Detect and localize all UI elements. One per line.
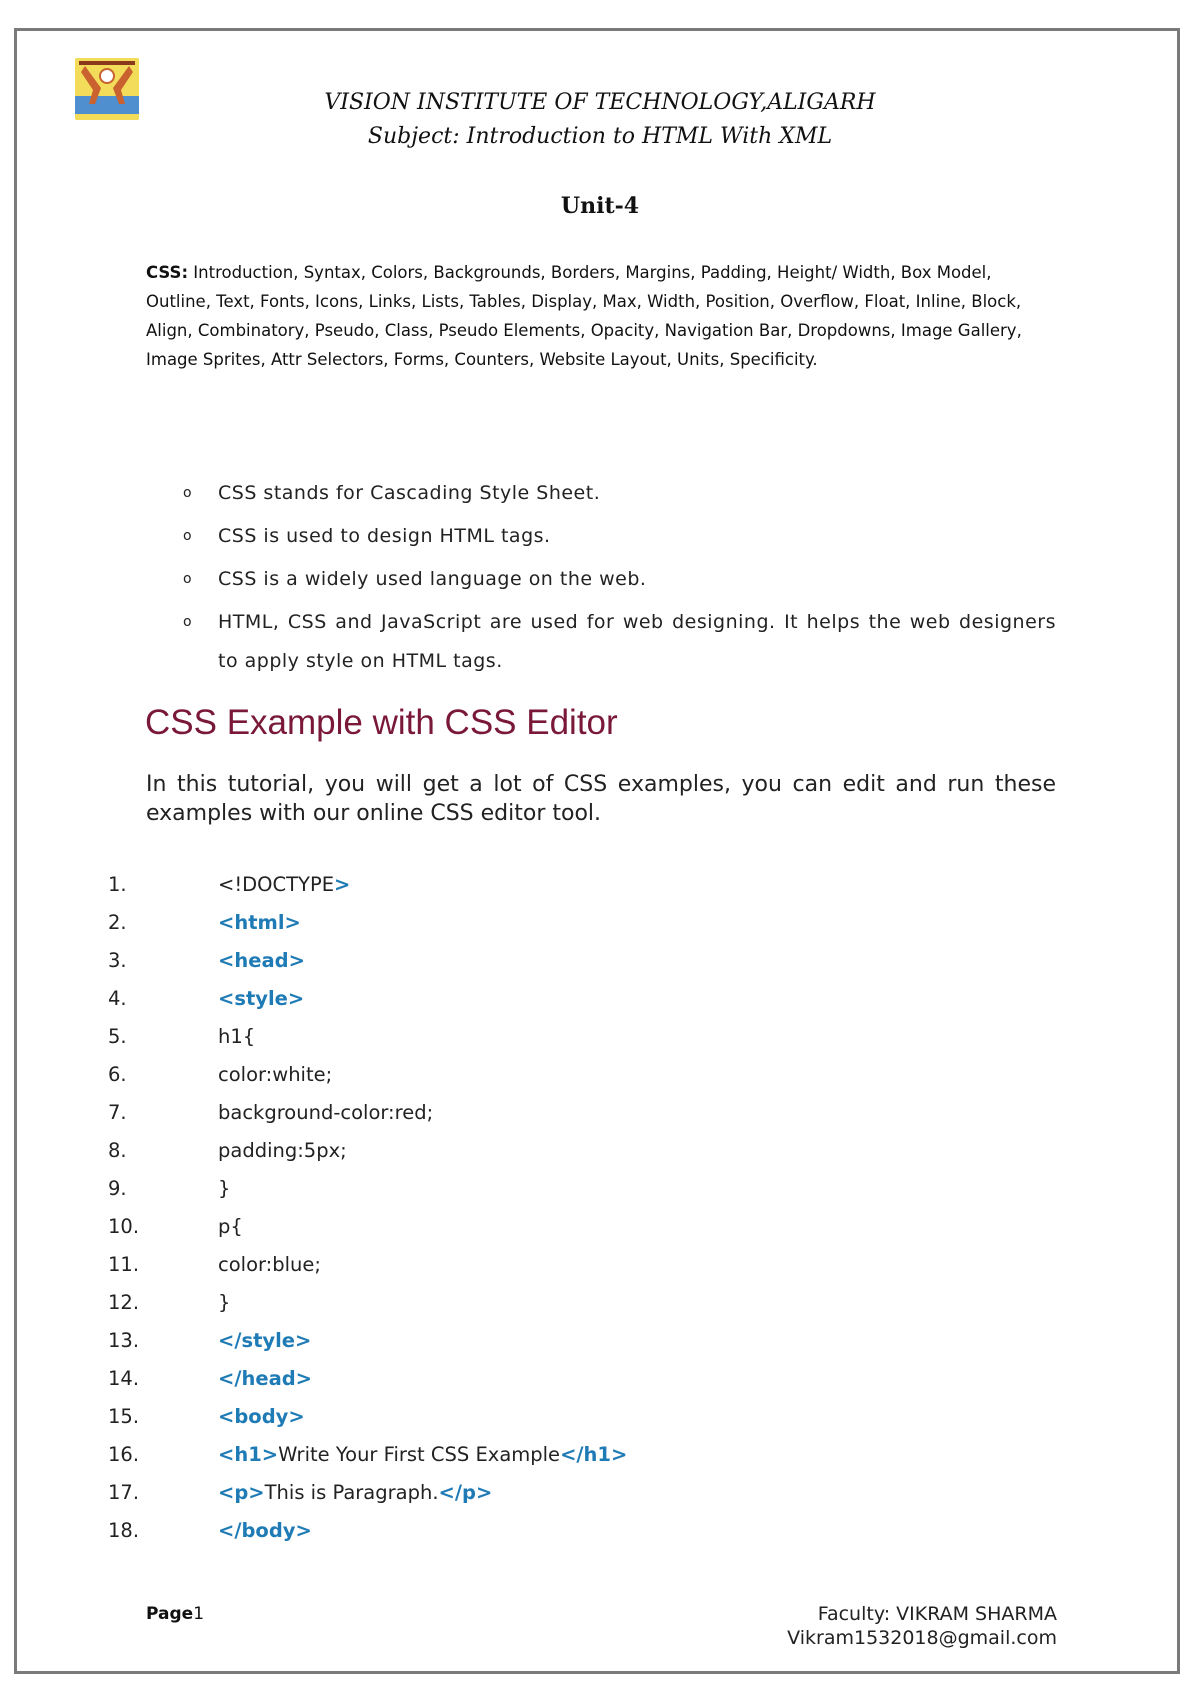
intro-paragraph: In this tutorial, you will get a lot of CSS examples, you can edit and run these examples with our online CSS editor tool. <box>146 772 1056 826</box>
code-text <box>218 1284 230 1322</box>
syllabus-paragraph <box>146 258 1051 374</box>
code-text <box>218 1474 492 1512</box>
code-token: h1{ <box>218 1025 256 1048</box>
code-line <box>108 980 1008 1018</box>
code-text <box>218 1322 311 1360</box>
code-text <box>218 1246 321 1284</box>
code-token: Write Your First CSS Example <box>278 1443 561 1466</box>
line-number: 7. <box>108 1101 127 1124</box>
code-text <box>218 942 305 980</box>
faculty-email: Vikram1532018@gmail.com <box>787 1627 1057 1649</box>
faculty-name: Faculty: VIKRAM SHARMA <box>817 1603 1057 1625</box>
code-text <box>218 1094 433 1132</box>
code-text <box>218 1360 312 1398</box>
html-tag-token: <body> <box>218 1405 305 1428</box>
code-line <box>108 1322 1008 1360</box>
line-number: 11. <box>108 1253 140 1276</box>
code-line <box>108 1170 1008 1208</box>
code-text <box>218 1512 312 1550</box>
line-number: 12. <box>108 1291 140 1314</box>
code-line <box>108 1436 1008 1474</box>
code-line <box>108 1474 1008 1512</box>
code-text <box>218 1056 332 1094</box>
code-token: } <box>218 1177 231 1200</box>
line-number: 10. <box>108 1215 140 1238</box>
line-number: 3. <box>108 949 127 972</box>
code-token: p{ <box>218 1215 243 1238</box>
code-text <box>218 1208 243 1246</box>
html-tag-token: <head> <box>218 949 305 972</box>
bullet-text: HTML, CSS and JavaScript are used for web designing. It helps the web designers to apply style on HTML tags. <box>218 611 1056 672</box>
line-number: 5. <box>108 1025 127 1048</box>
code-line <box>108 1132 1008 1170</box>
code-token: <!DOCTYPE <box>218 873 335 896</box>
code-text <box>218 1132 347 1170</box>
bullet-marker: o <box>183 614 193 630</box>
list-item <box>183 603 1056 681</box>
css-bullet-list <box>183 474 1056 685</box>
code-line <box>108 1208 1008 1246</box>
line-number: 1. <box>108 873 127 896</box>
code-text <box>218 866 350 904</box>
line-number: 15. <box>108 1405 140 1428</box>
line-number: 4. <box>108 987 127 1010</box>
code-text <box>218 1018 255 1056</box>
code-token: color:white; <box>218 1063 333 1086</box>
line-number: 2. <box>108 911 127 934</box>
html-tag-token: > <box>334 873 351 896</box>
list-item <box>183 474 1056 513</box>
code-line <box>108 1094 1008 1132</box>
code-token: background-color:red; <box>218 1101 434 1124</box>
line-number: 18. <box>108 1519 140 1542</box>
html-tag-token: </h1> <box>560 1443 628 1466</box>
line-number: 17. <box>108 1481 140 1504</box>
faculty-info <box>787 1602 1057 1650</box>
line-number: 16. <box>108 1443 140 1466</box>
page-number-value: 1 <box>193 1604 205 1624</box>
code-token: color:blue; <box>218 1253 321 1276</box>
line-number: 13. <box>108 1329 140 1352</box>
code-line <box>108 1056 1008 1094</box>
code-line <box>108 1246 1008 1284</box>
code-token: } <box>218 1291 231 1314</box>
page-label: Page <box>146 1604 194 1624</box>
institute-name: VISION INSTITUTE OF TECHNOLOGY,ALIGARH <box>324 90 876 115</box>
code-line <box>108 1398 1008 1436</box>
code-line <box>108 866 1008 904</box>
code-token: padding:5px; <box>218 1139 347 1162</box>
syllabus-lead: CSS: <box>146 263 189 282</box>
code-line <box>108 1360 1008 1398</box>
code-line <box>108 1018 1008 1056</box>
html-tag-token: <html> <box>218 911 301 934</box>
bullet-marker: o <box>183 528 193 544</box>
html-tag-token: <style> <box>218 987 305 1010</box>
code-text <box>218 1436 627 1474</box>
bullet-text: CSS stands for Cascading Style Sheet. <box>218 482 601 504</box>
html-tag-token: <h1> <box>218 1443 279 1466</box>
section-heading: CSS Example with CSS Editor <box>145 703 618 742</box>
subject-title: Subject: Introduction to HTML With XML <box>367 124 833 149</box>
line-number: 6. <box>108 1063 127 1086</box>
html-tag-token: </body> <box>218 1519 312 1542</box>
line-number: 9. <box>108 1177 127 1200</box>
code-text <box>218 980 304 1018</box>
line-number: 8. <box>108 1139 127 1162</box>
bullet-text: CSS is a widely used language on the web. <box>218 568 647 590</box>
code-token: This is Paragraph. <box>264 1481 439 1504</box>
html-tag-token: </p> <box>438 1481 493 1504</box>
unit-title: Unit-4 <box>560 193 640 219</box>
code-listing <box>108 866 1008 1550</box>
bullet-marker: o <box>183 485 193 501</box>
code-text <box>218 904 301 942</box>
bullet-marker: o <box>183 571 193 587</box>
page-number <box>146 1604 204 1624</box>
list-item <box>183 517 1056 556</box>
syllabus-text: Introduction, Syntax, Colors, Backgrounds, Borders, Margins, Padding, Height/ Width, Box Model, Outline, Text, Fonts, Icons, Links, Lists, Tables, Display, Max, Width, Position, Overflow, Float, Inline, Block, Align, Combinatory, Pseudo, Class, Pseudo Elements, Opacity, Navigation Bar, Dropdowns, Image Gallery, Image Sprites, Attr Selectors, Forms, Counters, Website Layout, Units, Specificity. <box>146 263 1022 369</box>
html-tag-token: </style> <box>218 1329 312 1352</box>
line-number: 14. <box>108 1367 140 1390</box>
list-item <box>183 560 1056 599</box>
bullet-text: CSS is used to design HTML tags. <box>218 525 551 547</box>
code-line <box>108 1284 1008 1322</box>
html-tag-token: <p> <box>218 1481 265 1504</box>
code-text <box>218 1170 230 1208</box>
code-line <box>108 942 1008 980</box>
code-text <box>218 1398 305 1436</box>
code-line <box>108 904 1008 942</box>
code-line <box>108 1512 1008 1550</box>
html-tag-token: </head> <box>218 1367 313 1390</box>
